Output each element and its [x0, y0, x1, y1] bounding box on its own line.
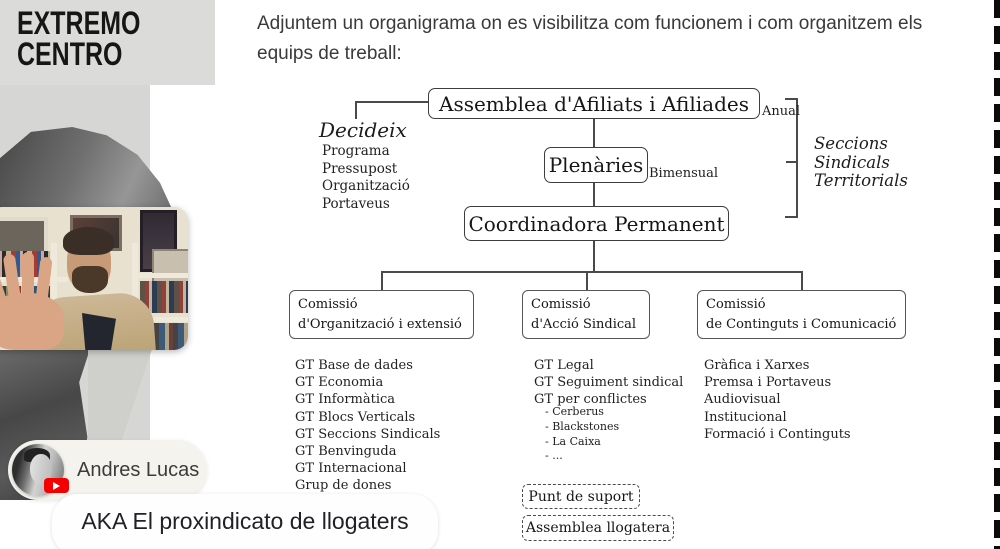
gt-subitem: - ...: [545, 449, 563, 463]
gt-item: GT Economia: [295, 375, 384, 391]
presenter-beard: [72, 266, 108, 293]
commission-title: Comissió: [531, 296, 591, 312]
decideix-item: Organització: [322, 178, 410, 195]
commission-title: de Continguts i Comunicació: [706, 316, 897, 332]
org-node-comissio-continguts: [697, 290, 906, 339]
bookshelf: [136, 273, 188, 278]
presenter-hair: [63, 227, 114, 255]
youtube-play-icon: [44, 478, 69, 493]
presenter-hand: [0, 293, 64, 350]
gt-item: GT per conflictes: [534, 392, 647, 408]
seccions-line: Territorials: [814, 171, 908, 190]
decideix-bracket: [355, 101, 428, 103]
connector-root-plenaries: [593, 117, 595, 147]
gt-item: GT Blocs Verticals: [295, 409, 416, 425]
logo-line-2: CENTRO: [17, 36, 123, 72]
gt-item: Premsa i Portaveus: [704, 375, 832, 391]
decideix-heading: Decideix: [319, 118, 407, 142]
gt-item: GT Legal: [534, 358, 594, 373]
org-node-coordinadora: Coordinadora Permanent: [464, 206, 729, 241]
connector-drop-right: [801, 271, 803, 290]
org-node-assemblea: Assemblea d'Afiliats i Afiliades: [428, 88, 760, 119]
webcam-video: [0, 207, 188, 350]
gt-subitem: - Cerberus: [545, 405, 604, 418]
presenter-name: Andres Lucas: [77, 458, 200, 481]
org-node-plenaries: Plenàries: [544, 147, 648, 183]
caption-text: AKA El proxindicato de llogaters: [81, 508, 409, 534]
commission-title: Comissió: [298, 296, 358, 312]
gt-list-organitzacio: [295, 357, 440, 495]
gt-list-continguts: [704, 357, 851, 443]
connector-drop-left: [381, 271, 383, 290]
channel-logo: [17, 5, 141, 72]
decideix-item: Programa: [322, 143, 390, 159]
decideix-item: Portaveus: [322, 195, 390, 212]
gt-item: Audiovisual: [704, 392, 781, 408]
commission-title: d'Acció Sindical: [531, 316, 637, 332]
org-node-assemblea-llogatera: Assemblea llogatera: [522, 515, 674, 541]
seccions-line: Seccions: [814, 134, 888, 153]
gt-item: Formació i Continguts: [704, 426, 851, 442]
gt-item: Grup de dones: [295, 478, 392, 494]
gt-item: GT Informàtica: [295, 392, 396, 408]
frequency-bimensual: Bimensual: [649, 166, 719, 181]
org-node-comissio-organitzacio: [289, 290, 474, 339]
connector-horizontal: [381, 271, 803, 273]
gt-item: Institucional: [704, 409, 787, 425]
seccions-bracket: [785, 98, 797, 100]
seccions-bracket: [785, 216, 797, 218]
slide-title: Adjuntem un organigrama on es visibilitza com funcionem i com organitzem els equips de treball:: [257, 13, 923, 64]
gt-item: GT Benvinguda: [295, 444, 397, 460]
gt-item: GT Base de dades: [295, 358, 413, 373]
gt-item: GT Seccions Sindicals: [295, 426, 441, 442]
gt-subitem: - Blackstones: [545, 419, 620, 433]
connector-plenaries-coordinadora: [593, 181, 595, 206]
logo-line-1: EXTREMO: [17, 5, 141, 41]
seccions-annotation: [814, 135, 908, 191]
connector-drop-center: [586, 271, 588, 290]
framed-picture: [0, 217, 48, 255]
caption-banner: [52, 494, 438, 549]
gt-sublist-conflictes: [545, 405, 619, 464]
page-edge-dashed-line: [994, 0, 1000, 549]
decideix-bracket: [355, 101, 357, 119]
commission-title: d'Organització i extensió: [298, 316, 462, 332]
org-node-punt-de-suport: Punt de suport: [522, 484, 640, 509]
org-node-comissio-accio: [522, 290, 650, 339]
decideix-list: [322, 143, 410, 213]
gt-subitem: - La Caixa: [545, 434, 601, 448]
gt-item: Gràfica i Xarxes: [704, 358, 810, 373]
seccions-bracket: [786, 161, 797, 163]
gt-item: GT Seguiment sindical: [534, 375, 684, 391]
presenter-shirt: [82, 313, 116, 350]
seccions-line: Sindicals: [814, 152, 890, 172]
gt-item: GT Internacional: [295, 461, 407, 477]
decideix-item: Pressupost: [322, 160, 398, 177]
play-triangle-icon: [53, 482, 60, 490]
connector-coordinadora-down: [593, 239, 595, 271]
gt-list-accio: [534, 357, 683, 409]
commission-title: Comissió: [706, 296, 766, 312]
frequency-anual: Anual: [762, 104, 801, 119]
